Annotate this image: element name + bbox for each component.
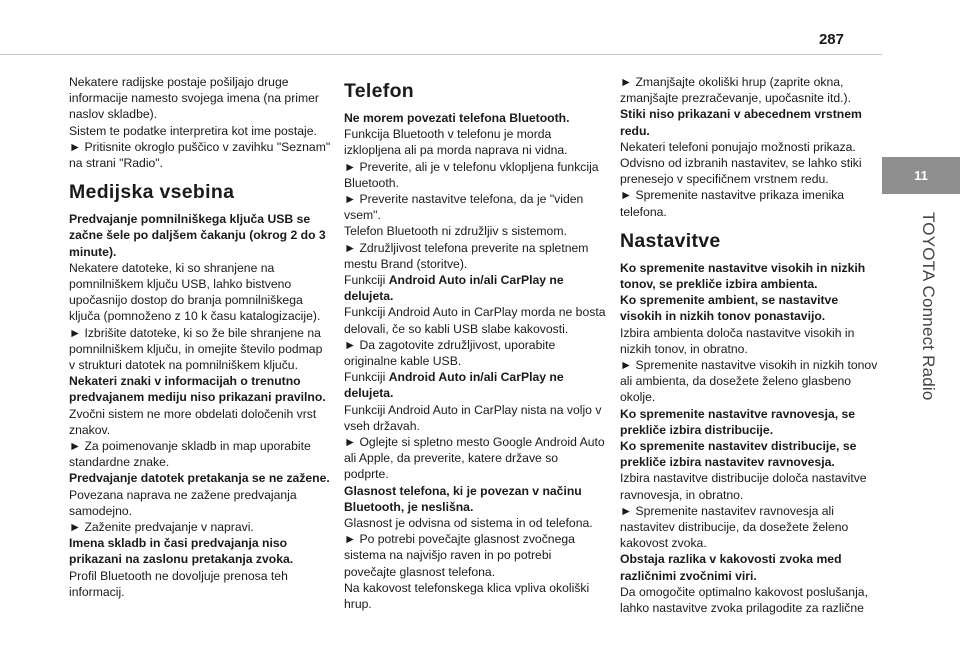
paragraph: Zvočni sistem ne more obdelati določenih vrst znakov.	[69, 406, 317, 437]
paragraph: Funkciji Android Auto in CarPlay morda ne bosta delovali, če so kabli USB slabe kakovosti.	[344, 305, 606, 336]
chapter-title: TOYOTA Connect Radio	[919, 212, 938, 401]
chapter-tab: 11	[882, 157, 960, 194]
paragraph: ► Zaženite predvajanje v napravi.	[69, 520, 254, 535]
problem-statement: Ko spremenite nastavitve ravnovesja, se prekliče izbira distribucije.	[620, 406, 856, 437]
paragraph: ► Po potrebi povečajte glasnost zvočnega sistema na najvišjo raven in po potrebi povečajte glasnost telefona.	[344, 532, 575, 579]
problem-statement: Obstaja razlika v kakovosti zvoka med različnimi zvočnimi viri.	[620, 552, 842, 583]
header-rule	[0, 54, 882, 55]
problem-statement: Predvajanje pomnilniškega ključa USB se začne šele po daljšem čakanju (okrog 2 do 3 minute).	[69, 212, 326, 259]
paragraph: Nekatere radijske postaje pošiljajo druge informacije namesto svojega imena (na primer naslov skladbe).	[69, 75, 319, 122]
paragraph: Profil Bluetooth ne dovoljuje prenosa teh informacij.	[69, 568, 288, 599]
problem-statement: Imena skladb in časi predvajanja niso prikazani na zaslonu pretakanja zvoka.	[69, 536, 294, 567]
problem-statement: Ne morem povezati telefona Bluetooth.	[344, 111, 570, 125]
paragraph: ► Za poimenovanje skladb in map uporabite standardne znake.	[69, 439, 311, 470]
paragraph-lead: Funkciji	[344, 273, 389, 288]
paragraph: Povezana naprava ne zažene predvajanja samodejno.	[69, 487, 297, 518]
paragraph-bold: Android Auto in/ali CarPlay ne delujeta.	[344, 273, 564, 304]
paragraph: ► Spremenite nastavitve prikaza imenika telefona.	[620, 188, 845, 219]
problem-statement: Ko spremenite nastavitve visokih in nizkih tonov, se prekliče izbira ambienta.	[620, 260, 866, 292]
problem-statement: Stiki niso prikazani v abecednem vrstnem redu.	[620, 107, 862, 138]
text-column-2	[344, 74, 606, 612]
paragraph: ► Preverite nastavitve telefona, da je "viden vsem".	[344, 192, 584, 223]
paragraph: Izbira ambienta določa nastavitve visokih in nizkih tonov, in obratno.	[620, 325, 855, 356]
paragraph: Telefon Bluetooth ni združljiv s sistemom.	[344, 224, 567, 239]
problem-statement: Ko spremenite ambient, se nastavitve visokih in nizkih tonov ponastavijo.	[620, 293, 839, 324]
text-column-1	[69, 74, 331, 600]
paragraph: Nekatere datoteke, ki so shranjene na pomnilniškem ključu USB, lahko bistveno upočasnijo dostop do branja pomnilniškega ključa (pomnoženo z 10 k času katalogizacije).	[69, 260, 321, 324]
paragraph-bold: Android Auto in/ali CarPlay ne delujeta.	[344, 370, 564, 401]
paragraph: Glasnost je odvisna od sistema in od telefona.	[344, 516, 593, 531]
paragraph: Funkciji Android Auto in CarPlay nista na voljo v vseh državah.	[344, 402, 602, 433]
paragraph: Izbira nastavitve distribucije določa nastavitve ravnovesja, in obratno.	[620, 471, 867, 502]
section-heading: Medijska vsebina	[69, 181, 235, 204]
paragraph: Sistem te podatke interpretira kot ime postaje.	[69, 123, 317, 138]
paragraph: ► Da zagotovite združljivost, uporabite originalne kable USB.	[344, 337, 556, 369]
chapter-sidebar	[882, 0, 960, 649]
problem-statement: Predvajanje datotek pretakanja se ne zažene.	[69, 471, 330, 486]
paragraph: ► Izbrišite datoteke, ki so že bile shranjene na pomnilniškem ključu, in omejite število podmap v strukturi datotek na pomnilniškem ključu.	[69, 325, 323, 373]
paragraph: ► Oglejte si spletno mesto Google Android Auto ali Apple, da preverite, katere države so podprte.	[344, 435, 605, 482]
mixed-paragraph	[344, 369, 606, 401]
section-heading: Nastavitve	[620, 229, 721, 252]
paragraph: ► Spremenite nastavitev ravnovesja ali nastavitev distribucije, da dosežete želeno kakovost zvoka.	[620, 503, 849, 551]
text-column-3	[620, 74, 882, 616]
mixed-paragraph	[344, 272, 606, 304]
paragraph: ► Preverite, ali je v telefonu vklopljena funkcija Bluetooth.	[344, 159, 599, 190]
problem-statement: Glasnost telefona, ki je povezan v načinu Bluetooth, je neslišna.	[344, 483, 582, 514]
problem-statement: Ko spremenite nastavitev distribucije, se prekliče izbira nastavitev ravnovesja.	[620, 439, 857, 470]
paragraph: Funkcija Bluetooth v telefonu je morda izklopljena ali pa morda naprava ni vidna.	[344, 127, 568, 158]
section-heading: Telefon	[344, 80, 414, 102]
paragraph: ► Zmanjšajte okoliški hrup (zaprite okna, zmanjšajte prezračevanje, upočasnite itd.).	[620, 75, 852, 106]
page-number: 287	[818, 31, 844, 48]
paragraph: Da omogočite optimalno kakovost poslušanja, lahko nastavitve zvoka prilagodite za različne	[620, 584, 868, 616]
paragraph: ► Spremenite nastavitve visokih in nizkih tonov ali ambienta, da dosežete želeno glasbeno okolje.	[620, 358, 878, 405]
paragraph: Na kakovost telefonskega klica vpliva okoliški hrup.	[344, 580, 590, 612]
paragraph: ► Pritisnite okroglo puščico v zavihku "Seznam" na strani "Radio".	[69, 139, 331, 171]
paragraph: Nekateri telefoni ponujajo možnosti prikaza. Odvisno od izbranih nastavitev, se lahko stiki prenesejo v specifičnem vrstnem redu.	[620, 139, 862, 187]
problem-statement: Nekateri znaki v informacijah o trenutno predvajanem mediju niso prikazani pravilno.	[69, 374, 326, 405]
paragraph: ► Združljivost telefona preverite na spletnem mestu Brand (storitve).	[344, 240, 589, 271]
paragraph-lead: Funkciji	[344, 370, 389, 385]
